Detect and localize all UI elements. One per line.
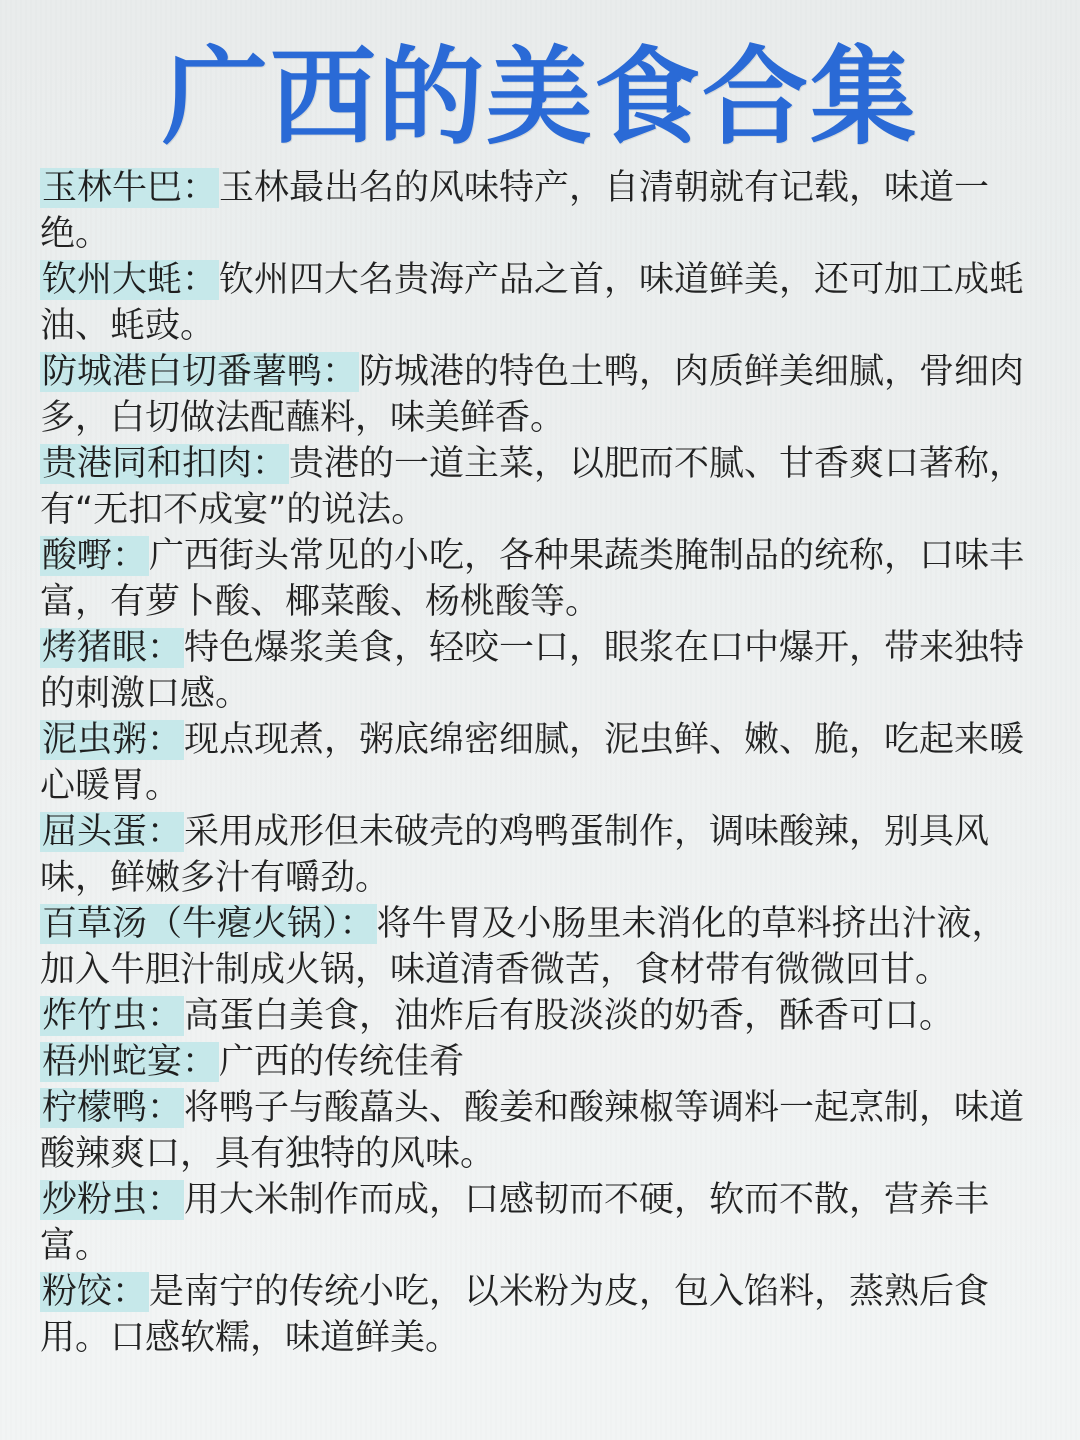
list-item — [40, 1085, 1040, 1177]
food-name: 烤猪眼： — [42, 628, 183, 668]
food-description: 玉林最出名的风味特产，自清朝就有记载，味道一绝。 — [40, 168, 990, 254]
food-description: 现点现煮，粥底绵密细腻，泥虫鲜、嫩、脆，吃起来暖心暖胃。 — [40, 720, 1025, 806]
list-item — [40, 1269, 1040, 1361]
list-item — [40, 1039, 1040, 1085]
food-name: 屈头蛋： — [42, 812, 183, 852]
food-description: 采用成形但未破壳的鸡鸭蛋制作，调味酸辣，别具风味，鲜嫩多汁有嚼劲。 — [40, 812, 990, 898]
food-name: 炒粉虫： — [42, 1180, 183, 1220]
food-name: 柠檬鸭： — [42, 1088, 183, 1128]
list-item — [40, 901, 1040, 993]
food-description: 广西的传统佳肴 — [219, 1042, 465, 1082]
food-description: 将牛胃及小肠里未消化的草料挤出汁液，加入牛胆汁制成火锅，味道清香微苦，食材带有微微回甘。 — [40, 904, 1007, 990]
list-item — [40, 165, 1040, 257]
food-description: 钦州四大名贵海产品之首，味道鲜美，还可加工成蚝油、蚝豉。 — [40, 260, 1025, 346]
food-name: 粉饺： — [42, 1272, 148, 1312]
food-name: 贵港同和扣肉： — [42, 444, 288, 484]
food-name: 泥虫粥： — [42, 720, 183, 760]
food-name: 炸竹虫： — [42, 996, 183, 1036]
food-description: 将鸭子与酸藠头、酸姜和酸辣椒等调料一起烹制，味道酸辣爽口，具有独特的风味。 — [40, 1088, 1025, 1174]
list-item — [40, 1177, 1040, 1269]
list-item — [40, 257, 1040, 349]
food-description: 防城港的特色土鸭，肉质鲜美细腻，骨细肉多，白切做法配蘸料，味美鲜香。 — [40, 352, 1025, 438]
list-item — [40, 993, 1040, 1039]
food-name: 酸嘢： — [42, 536, 148, 576]
list-item — [40, 441, 1040, 533]
food-description: 贵港的一道主菜，以肥而不腻、甘香爽口著称，有“无扣不成宴”的说法。 — [40, 444, 1025, 530]
food-name: 百草汤（牛瘪火锅）： — [42, 904, 375, 944]
food-name: 钦州大蚝： — [42, 260, 218, 300]
food-description: 特色爆浆美食，轻咬一口，眼浆在口中爆开，带来独特的刺激口感。 — [40, 628, 1025, 714]
food-description: 用大米制作而成，口感韧而不硬，软而不散，营养丰富。 — [40, 1180, 990, 1266]
list-item — [40, 625, 1040, 717]
list-item — [40, 809, 1040, 901]
food-name: 梧州蛇宴： — [42, 1042, 218, 1082]
food-description: 是南宁的传统小吃，以米粉为皮，包入馅料，蒸熟后食用。口感软糯，味道鲜美。 — [40, 1272, 990, 1358]
food-description: 广西街头常见的小吃，各种果蔬类腌制品的统称，口味丰富，有萝卜酸、椰菜酸、杨桃酸等。 — [40, 536, 1025, 622]
list-item — [40, 349, 1040, 441]
food-name: 防城港白切番薯鸭： — [42, 352, 358, 392]
page-title: 广西的美食合集 — [162, 34, 918, 159]
food-name: 玉林牛巴： — [42, 168, 218, 208]
list-item — [40, 533, 1040, 625]
food-description: 高蛋白美食，油炸后有股淡淡的奶香，酥香可口。 — [184, 996, 955, 1036]
food-list — [40, 165, 1040, 1361]
list-item — [40, 717, 1040, 809]
